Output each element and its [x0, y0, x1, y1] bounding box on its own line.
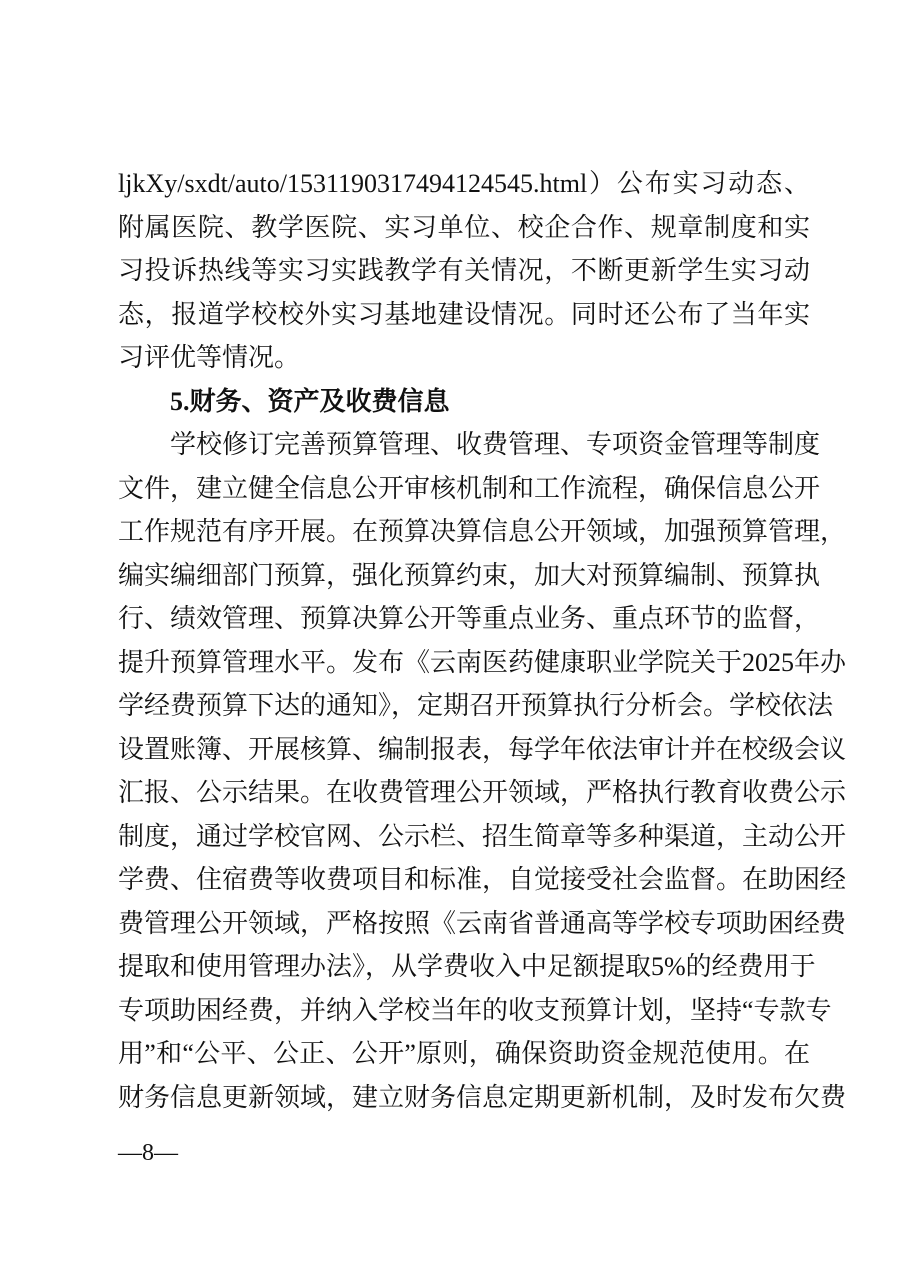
text-line: 专项助困经费，并纳入学校当年的收支预算计划，坚持“专款专: [118, 995, 832, 1025]
text-line: 财务信息更新领域，建立财务信息定期更新机制，及时发布欠费: [118, 1082, 847, 1112]
document-body: [118, 162, 847, 1119]
text-line: 提取和使用管理办法》，从学费收入中足额提取5%的经费用于: [118, 952, 816, 981]
text-line: 文件，建立健全信息公开审核机制和工作流程，确保信息公开: [118, 473, 821, 503]
text-line: 编实编细部门预算，强化预算约束，加大对预算编制、预算执: [118, 560, 821, 590]
text-line: 态，报道学校校外实习基地建设情况。同时还公布了当年实: [118, 299, 810, 329]
text-line: 习评优等情况。: [118, 343, 301, 372]
text-line: 学校修订完善预算管理、收费管理、专项资金管理等制度: [170, 430, 821, 459]
text-line: 制度，通过学校官网、公示栏、招生简章等多种渠道，主动公开: [118, 821, 847, 851]
section-heading: 5.财务、资产及收费信息: [170, 386, 450, 416]
text-line: 行、绩效管理、预算决算公开等重点业务、重点环节的监督，: [118, 604, 821, 633]
text-line: 习投诉热线等实习实践教学有关情况，不断更新学生实习动: [118, 256, 810, 285]
text-line: 提升预算管理水平。发布《云南医药健康职业学院关于2025年办: [118, 647, 847, 677]
text-line: 学费、住宿费等收费项目和标准，自觉接受社会监督。在助困经: [118, 865, 847, 894]
paragraph-2: [118, 423, 847, 1119]
text-line: 设置账簿、开展核算、编制报表，每学年依法审计并在校级会议: [118, 734, 847, 764]
text-line: 汇报、公示结果。在收费管理公开领域，严格执行教育收费公示: [118, 778, 847, 807]
paragraph-1: [118, 162, 810, 380]
text-line: 用”和“公平、公正、公开”原则，确保资助资金规范使用。在: [118, 1039, 810, 1068]
text-line: 工作规范有序开展。在预算决算信息公开领域，加强预算管理，: [118, 517, 847, 546]
page-number: —8—: [118, 1140, 178, 1166]
text-line: 附属医院、教学医院、实习单位、校企合作、规章制度和实: [118, 212, 810, 242]
text-line: 费管理公开领域，严格按照《云南省普通高等学校专项助困经费: [118, 908, 847, 938]
text-line: 学经费预算下达的通知》，定期召开预算执行分析会。学校依法: [118, 691, 834, 720]
text-line: ljkXy/sxdt/auto/1531190317494124545.html）公布实习动态、: [118, 169, 810, 198]
